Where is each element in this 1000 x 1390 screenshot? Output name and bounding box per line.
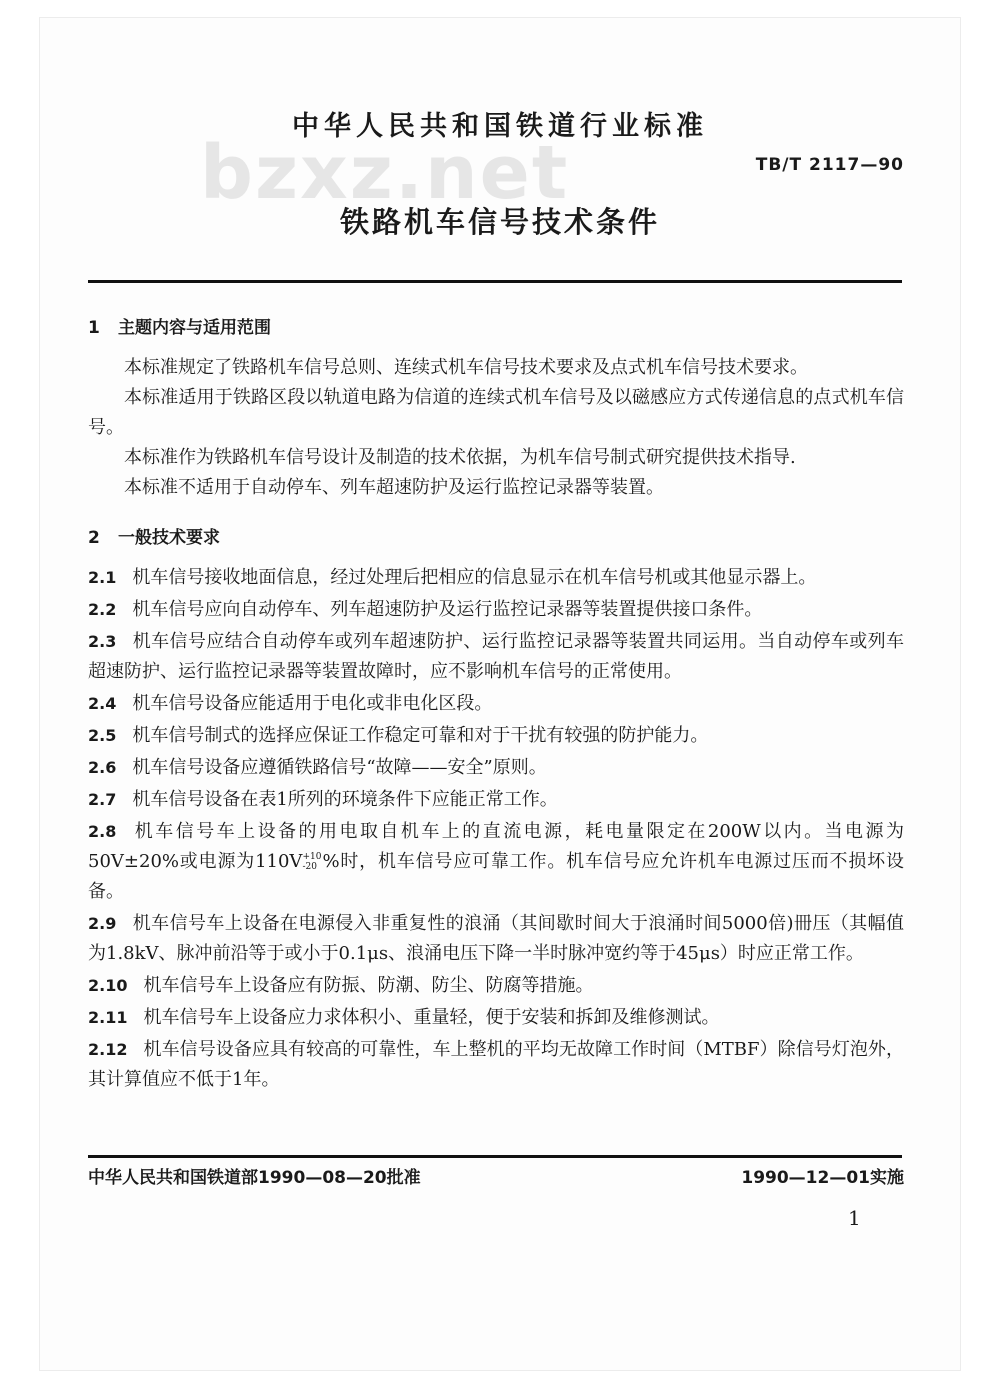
clause-text: 机车信号车上设备在电源侵入非重复性的浪涌（其间歇时间大于浪涌时间5000倍)冊压（其幅值为1.8kV、脉冲前沿等于或小于0.1μs、浪涌电压下降一半时脉冲宽约等于45μs）时应正常工作。	[88, 913, 904, 964]
tolerance-plus: +10	[302, 852, 322, 862]
clause-number: 2.11	[88, 1008, 128, 1027]
clause-text: 机车信号应结合自动停车或列车超速防护、运行监控记录器等装置共同运用。当自动停车或列车超速防护、运行监控记录器等装置故障时，应不影响机车信号的正常使用。	[88, 631, 904, 682]
clause	[88, 817, 904, 907]
voltage-tolerance	[302, 852, 321, 872]
clause-number: 2.2	[88, 600, 117, 619]
clause	[88, 971, 904, 1001]
paragraph: 本标准适用于铁路区段以轨道电路为信道的连续式机车信号及以磁感应方式传递信息的点式机车信号。	[88, 387, 904, 438]
clause-number: 2.10	[88, 976, 128, 995]
clause-text: 机车信号设备应具有较高的可靠性，车上整机的平均无故障工作时间（MTBF）除信号灯泡外，其计算值应不低于1年。	[88, 1039, 904, 1090]
effective-date: 1990—12—01实施	[741, 1168, 904, 1188]
clause-number: 2.5	[88, 726, 117, 745]
clause-number: 2.3	[88, 632, 117, 651]
document-title: 铁路机车信号技术条件	[339, 205, 660, 239]
clause	[88, 785, 904, 815]
clause-text: 机车信号车上设备应有防振、防潮、防尘、防腐等措施。	[143, 975, 594, 996]
clause-number: 2.6	[88, 758, 117, 777]
clause-text: 机车信号车上设备应力求体积小、重量轻，便于安装和拆卸及维修测试。	[143, 1007, 720, 1028]
paragraph: 本标准规定了铁路机车信号总则、连续式机车信号技术要求及点式机车信号技术要求。	[124, 357, 808, 378]
section-number: 2	[88, 528, 100, 548]
clause	[88, 1003, 904, 1033]
header-divider	[88, 280, 902, 283]
footer-divider	[88, 1155, 902, 1158]
approval-date: 中华人民共和国铁道部1990—08—20批准	[88, 1168, 421, 1188]
document-body	[88, 313, 904, 1097]
clause-text: 机车信号制式的选择应保证工作稳定可靠和对于干扰有较强的防护能力。	[132, 725, 709, 746]
clause	[88, 627, 904, 687]
clause-text: 机车信号车上设备的用电取自机车上的直流电源，耗电量限定在200W以内。当电源为50V±20%或电源为110V	[88, 821, 904, 872]
clause-text: 机车信号应向自动停车、列车超速防护及运行监控记录器等装置提供接口条件。	[132, 599, 763, 620]
paragraph: 本标准作为铁路机车信号设计及制造的技术依据，为机车信号制式研究提供技术指导.	[124, 447, 796, 468]
clause-number: 2.1	[88, 568, 117, 587]
paragraph: 本标准不适用于自动停车、列车超速防护及运行监控记录器等装置。	[124, 477, 664, 498]
standard-organization: 中华人民共和国铁道行业标准	[292, 111, 708, 142]
clause	[88, 595, 904, 625]
clause	[88, 1035, 904, 1095]
section-1-heading	[88, 313, 904, 343]
clause-text: 机车信号接收地面信息，经过处理后把相应的信息显示在机车信号机或其他显示器上。	[132, 567, 817, 588]
clause	[88, 721, 904, 751]
standard-number: TB/T 2117—90	[755, 155, 904, 175]
tolerance-minus: -20	[302, 862, 317, 872]
watermark: bzxz.net	[200, 130, 570, 216]
clause	[88, 753, 904, 783]
clause-text-continued: %时，机车信号应可靠工作。机车信号应允许机车电源过压而不损坏设备。	[88, 851, 904, 902]
clause-number: 2.8	[88, 822, 117, 841]
clause-number: 2.9	[88, 914, 117, 933]
clause	[88, 563, 904, 593]
page-number: 1	[848, 1206, 861, 1230]
clause-text: 机车信号设备应遵循铁路信号“故障——安全”原则。	[132, 757, 547, 778]
clause	[88, 909, 904, 969]
clause-number: 2.4	[88, 694, 117, 713]
section-2-heading	[88, 523, 904, 553]
section-title: 主题内容与适用范围	[118, 318, 271, 338]
clause-text: 机车信号设备应能适用于电化或非电化区段。	[132, 693, 493, 714]
clause-number: 2.12	[88, 1040, 128, 1059]
clause-text: 机车信号设备在表1所列的环境条件下应能正常工作。	[132, 789, 558, 810]
section-title: 一般技术要求	[118, 528, 220, 548]
clause	[88, 689, 904, 719]
section-number: 1	[88, 318, 100, 338]
clause-number: 2.7	[88, 790, 117, 809]
